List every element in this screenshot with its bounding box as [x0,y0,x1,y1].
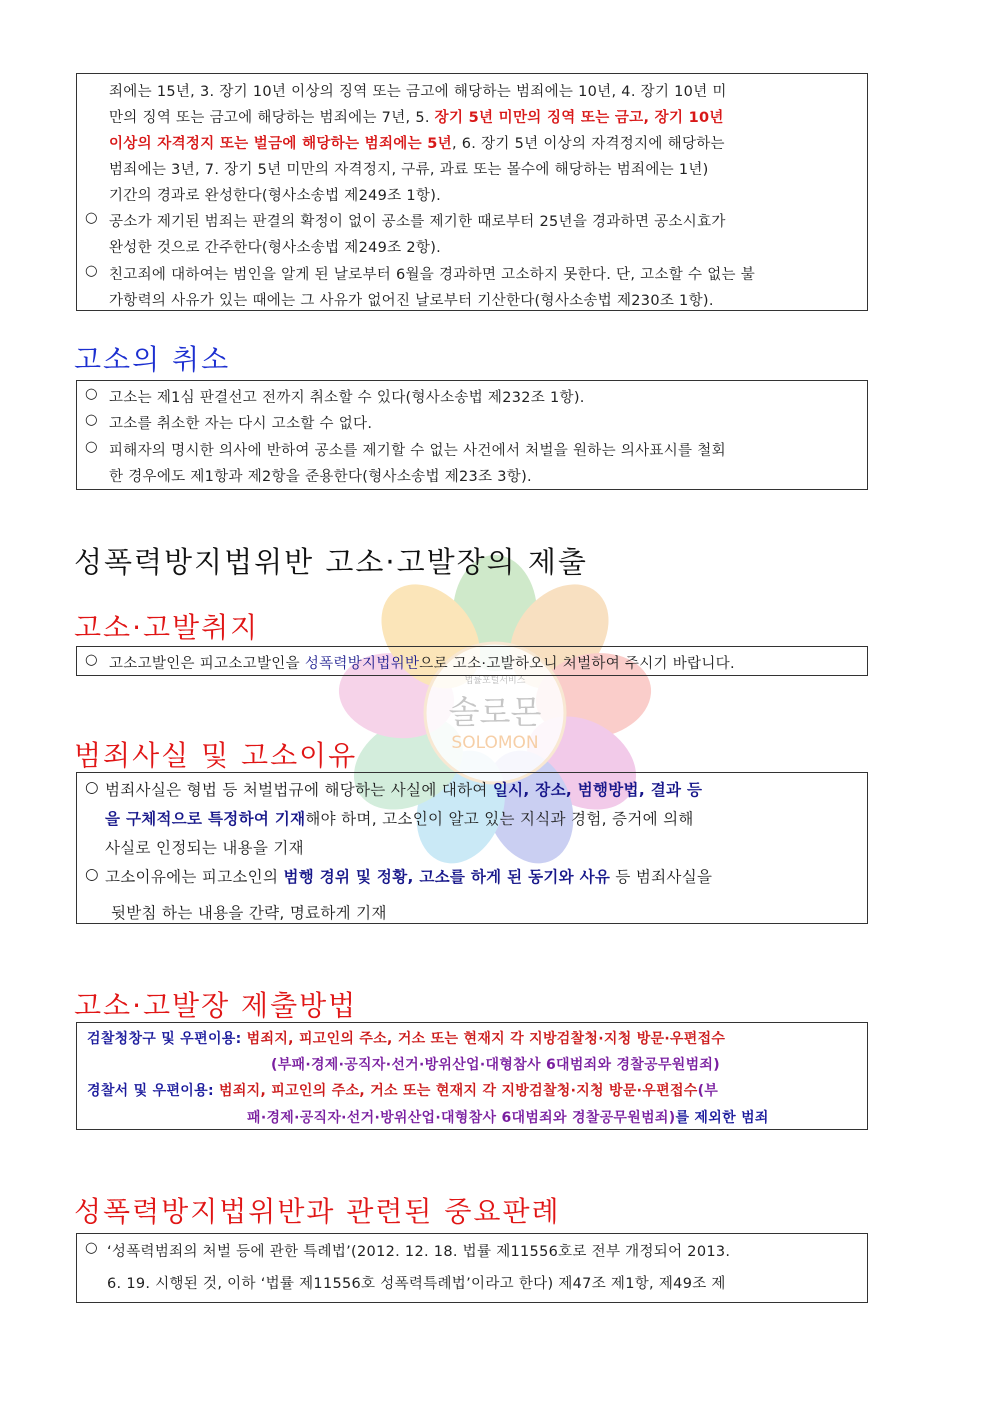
facts-box: ○ 범죄사실은 형법 등 처벌법규에 해당하는 사실에 대하여 일시, 장소, 범행방법, 결과 등 을 구체적으로 특정하여 기재해야 하며, 고소인이 알고 있는 지식과 경험, 증거에 의해 사실로 인정되는 내용을 기재 ○ 고소이유에는 피고소인의 범행 경위 및 정황, 고소를 하게 된 동기와 사유 등 범죄사실을 뒷받침 하는 내용을 간략, 명료하게 기재 [76,772,868,924]
heading-cases: 성폭력방지법위반과 관련된 중요판례 [74,1195,561,1228]
cases-box: ○ ‘성폭력범죄의 처벌 등에 관한 특례법’(2012. 12. 18. 법률 제11556호로 전부 개정되어 2013. 6. 19. 시행된 것, 이하 ‘법률 제11556호 성폭력특례법’이라고 한다) 제47조 제1항, 제49조 제 [76,1233,868,1303]
heading-purpose: 고소·고발취지 [74,611,260,644]
purpose-box: ○ 고소고발인은 피고소고발인을 성폭력방지법위반으로 고소·고발하오니 처벌하여 주시기 바랍니다. [76,646,868,676]
heading-complaint-cancel: 고소의 취소 [74,343,231,376]
heading-facts: 범죄사실 및 고소이유 [74,739,358,772]
method-box: 검찰청창구 및 우편이용: 범죄지, 피고인의 주소, 거소 또는 현재지 각 지방검찰청·지청 방문·우편접수 (부패·경제·공직자·선거·방위산업·대형참사 6대범죄와 경찰공무원범죄) 경찰서 및 우편이용: 범죄지, 피고인의 주소, 거소 또는 현재지 각 지방검찰청·지청 방문·우편접수(부 패·경제·공직자·선거·방위산업·대형참사 6대범죄와 경찰공무원범죄)를 제외한 범죄 [76,1022,868,1130]
watermark-tagline: 법률포털서비스 [464,676,526,686]
heading-method: 고소·고발장 제출방법 [74,989,358,1022]
statute-of-limitations-box: 죄에는 15년, 3. 장기 10년 이상의 징역 또는 금고에 해당하는 범죄에는 10년, 4. 장기 10년 미 만의 징역 또는 금고에 해당하는 범죄에는 7년, 5. 장기 5년 미만의 징역 또는 금고, 장기 10년 이상의 자격정지 또는 벌금에 해당하는 범죄에는 5년, 6. 장기 5년 이상의 자격정지에 해당하는 범죄에는 3년, 7. 장기 5년 미만의 자격정지, 구류, 과료 또는 몰수에 해당하는 범죄에는 1년) 기간의 경과로 완성한다(형사소송법 제249조 1항). ○ 공소가 제기된 범죄는 판결의 확정이 없이 공소를 제기한 때로부터 25년을 경과하면 공소시효가 완성한 것으로 간주한다(형사소송법 제249조 2항). ○ 친고죄에 대하여는 범인을 알게 된 날로부터 6월을 경과하면 고소하지 못한다. 단, 고소할 수 없는 불 가항력의 사유가 있는 때에는 그 사유가 없어진 날로부터 기산한다(형사소송법 제230조 1항). [76,73,868,311]
heading-main: 성폭력방지법위반 고소·고발장의 제출 [74,545,588,579]
watermark-name: 솔로몬 [448,693,542,731]
complaint-cancel-box: ○ 고소는 제1심 판결선고 전까지 취소할 수 있다(형사소송법 제232조 1항). ○ 고소를 취소한 자는 다시 고소할 수 없다. ○ 피해자의 명시한 의사에 반하여 공소를 제기할 수 없는 사건에서 처벌을 원하는 의사표시를 철회 한 경우에도 제1항과 제2항을 준용한다(형사소송법 제23조 3항). [76,380,868,490]
watermark-name-en: SOLOMON [451,733,539,753]
